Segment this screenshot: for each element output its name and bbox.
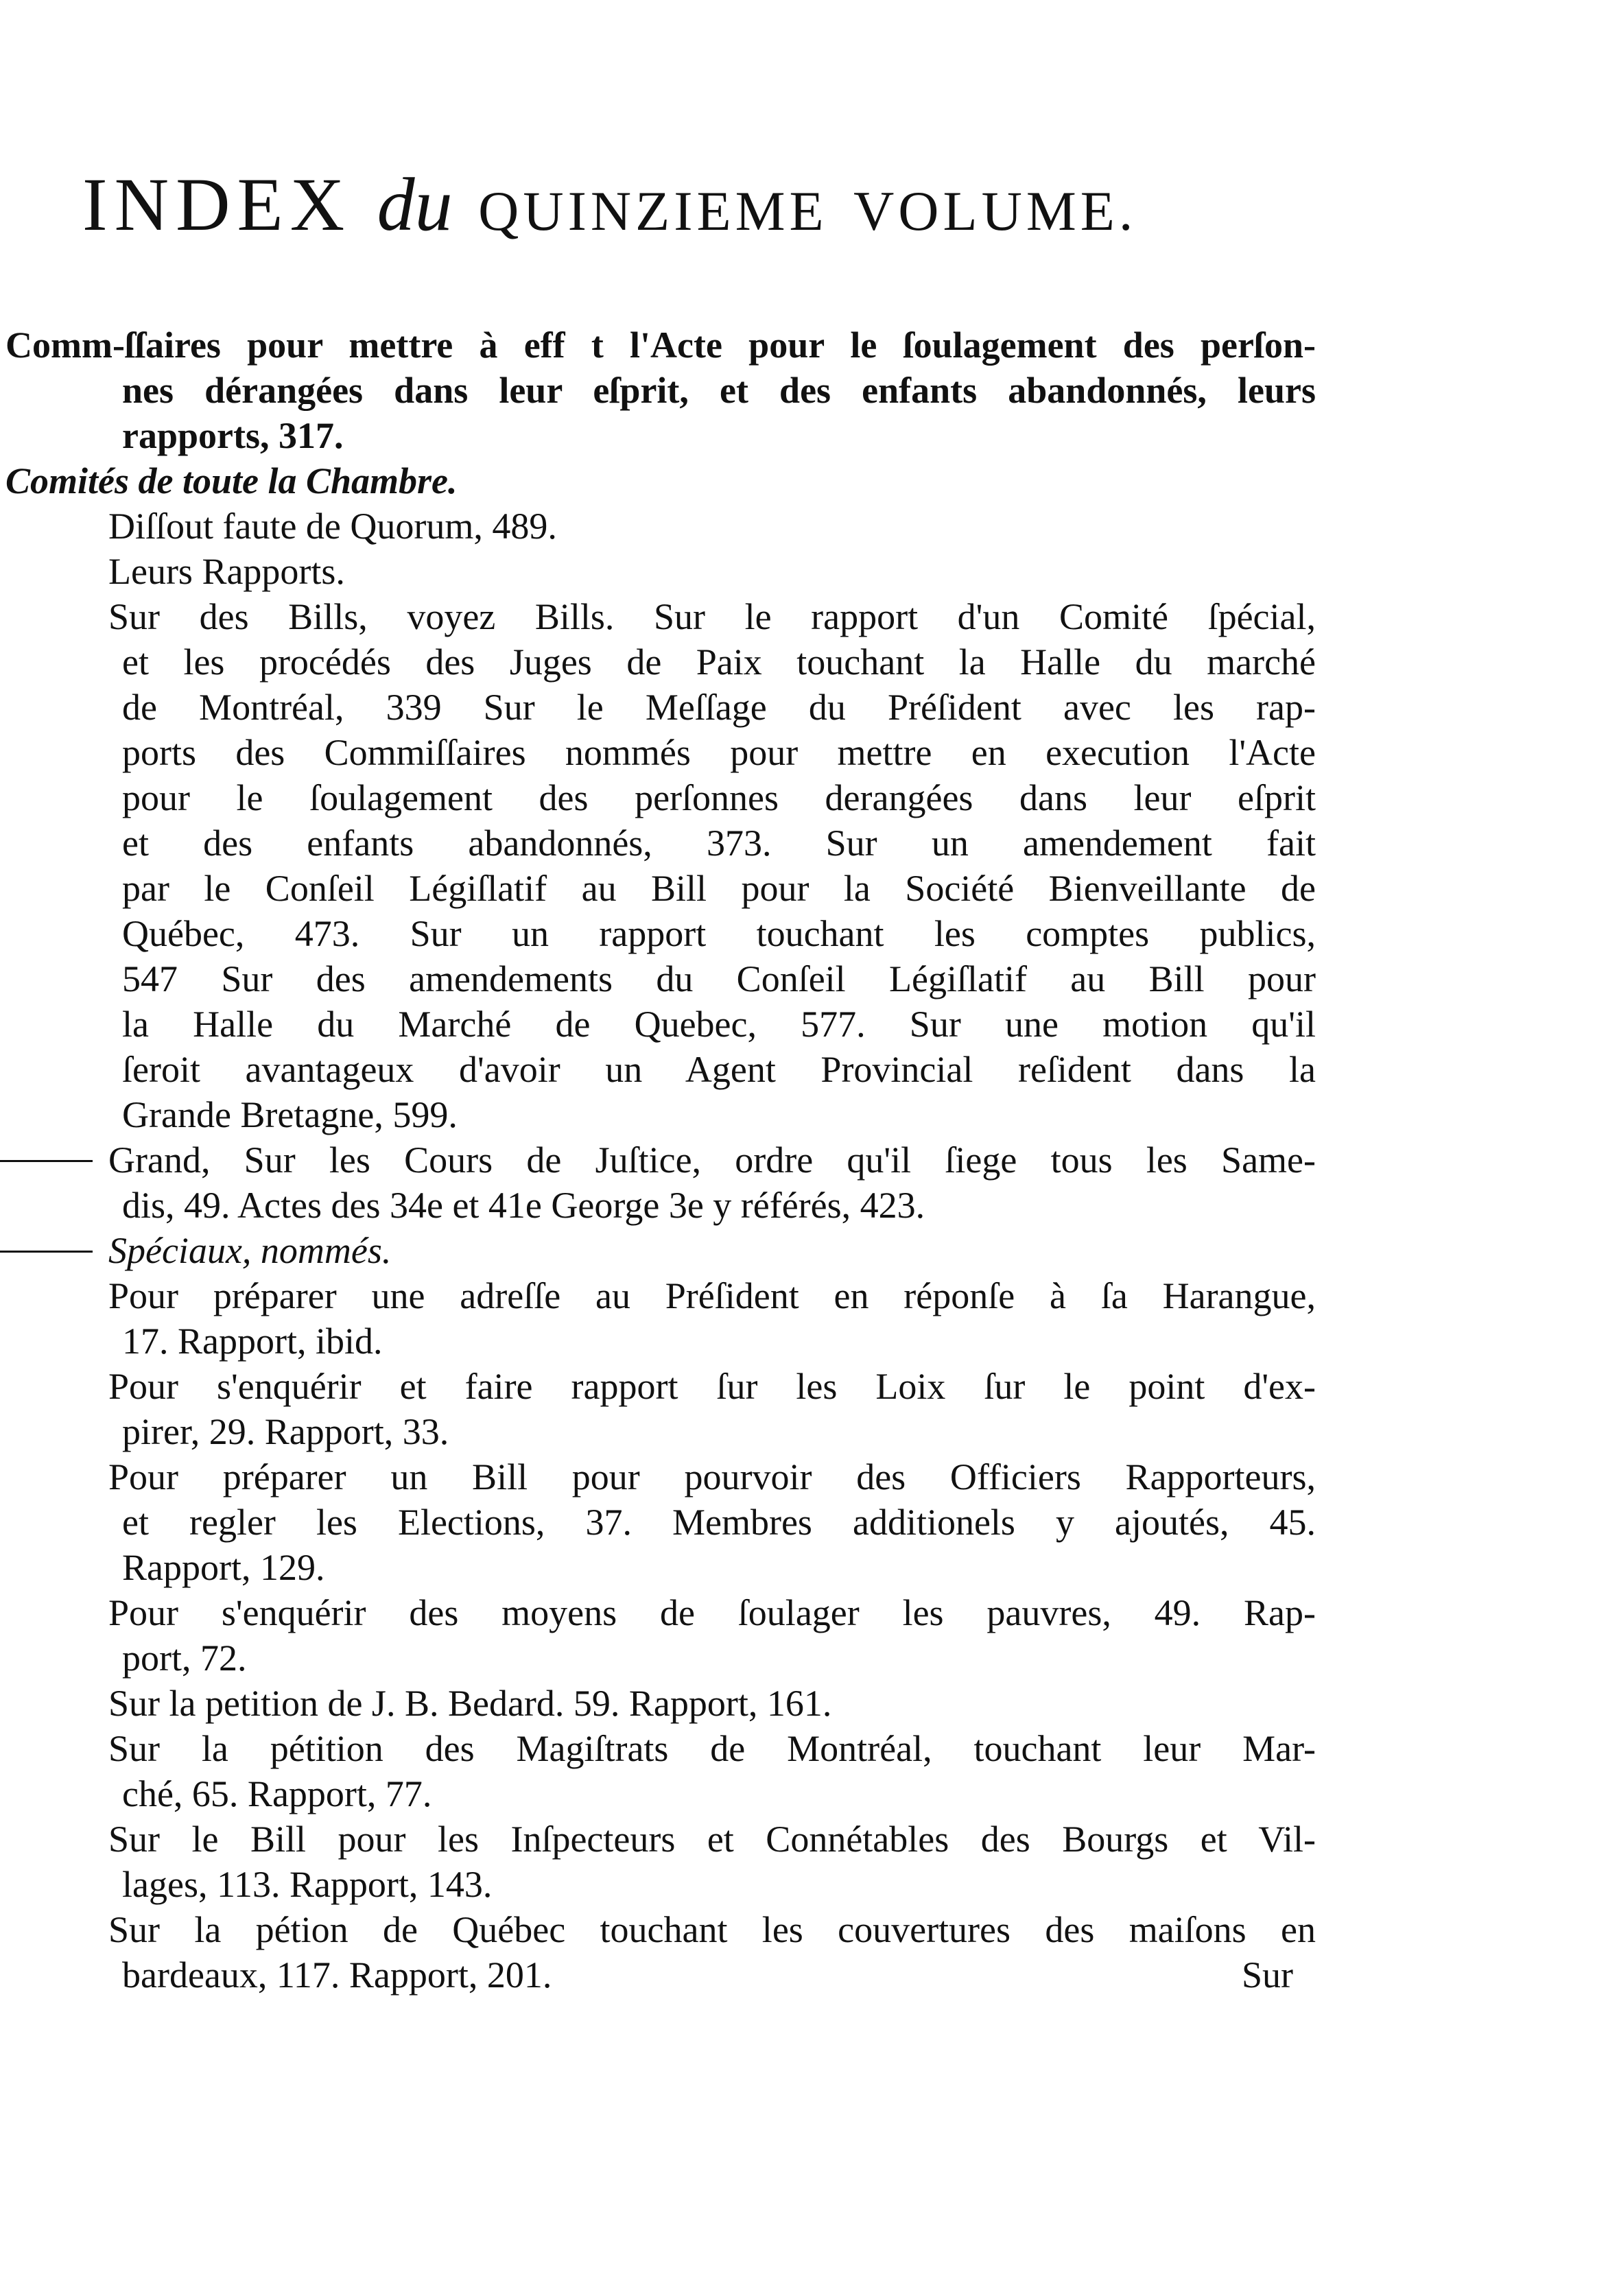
index-line: et regler les Elections, 37. Membres additionels y ajoutés, 45. [122,1502,1316,1543]
index-line: ports des Commiſſaires nommés pour mettre en execution l'Acte [122,732,1316,773]
title-du: du [377,163,453,246]
index-line: rapports, 317. [122,415,344,456]
title-index: INDEX [82,163,352,246]
em-dash-rule [0,1160,93,1162]
index-line: ſeroit avantageux d'avoir un Agent Provincial reſident dans la [122,1049,1316,1090]
page-title [82,161,1454,248]
index-line: Grande Bretagne, 599. [122,1094,458,1135]
index-line: pirer, 29. Rapport, 33. [122,1411,449,1452]
catchword: Sur [1242,1954,1294,1996]
index-line: de Montréal, 339 Sur le Meſſage du Préſident avec les rap- [122,687,1316,728]
index-line: Pour s'enquérir des moyens de ſoulager les pauvres, 49. Rap- [108,1592,1316,1633]
title-quinzieme: QUINZIEME [478,180,828,242]
index-line: 17. Rapport, ibid. [122,1321,383,1362]
index-line: Rapport, 129. [122,1547,325,1588]
index-line: Sur le Bill pour les Inſpecteurs et Connétables des Bourgs et Vil- [108,1819,1316,1860]
index-line: Québec, 473. Sur un rapport touchant les comptes publics, [122,913,1316,954]
index-line: dis, 49. Actes des 34e et 41e George 3e y référés, 423. [122,1185,925,1226]
index-line: Sur la pétition des Magiſtrats de Montréal, touchant leur Mar- [108,1728,1316,1769]
index-line: Sur des Bills, voyez Bills. Sur le rapport d'un Comité ſpécial, [108,596,1316,637]
index-line: et des enfants abandonnés, 373. Sur un amendement fait [122,822,1316,864]
index-line: nes dérangées dans leur eſprit, et des enfants abandonnés, leurs [122,370,1316,411]
index-line: Grand, Sur les Cours de Juſtice, ordre qu'il ſiege tous les Same- [108,1139,1316,1181]
index-line: par le Conſeil Légiſlatif au Bill pour la Société Bienveillante de [122,868,1316,909]
index-line: Sur la petition de J. B. Bedard. 59. Rapport, 161. [108,1683,832,1724]
title-volume: VOLUME. [853,180,1137,242]
index-line: Comm-ſſaires pour mettre à eff t l'Acte pour le ſoulagement des perſon- [5,324,1316,366]
index-line: pour le ſoulagement des perſonnes derangées dans leur eſprit [122,777,1316,818]
index-line: la Halle du Marché de Quebec, 577. Sur une motion qu'il [122,1004,1316,1045]
index-subheading: Spéciaux, nommés. [108,1230,392,1271]
index-line: lages, 113. Rapport, 143. [122,1864,493,1905]
index-heading: Comités de toute la Chambre. [5,460,458,501]
index-line: Pour s'enquérir et faire rapport ſur les Loix ſur le point d'ex- [108,1366,1316,1407]
index-line: 547 Sur des amendements du Conſeil Légiſlatif au Bill pour [122,958,1316,999]
index-line: Pour préparer une adreſſe au Préſident en réponſe à ſa Harangue, [108,1275,1316,1316]
index-line: Diſſout faute de Quorum, 489. [108,506,557,547]
index-line: ché, 65. Rapport, 77. [122,1773,432,1814]
em-dash-rule [0,1251,93,1253]
index-line: Pour préparer un Bill pour pourvoir des Officiers Rapporteurs, [108,1456,1316,1498]
index-line: et les procédés des Juges de Paix touchant la Halle du marché [122,641,1316,683]
index-line: bardeaux, 117. Rapport, 201. [122,1954,552,1996]
index-subheading: Leurs Rapports. [108,551,345,592]
index-line: port, 72. [122,1637,247,1679]
index-line: Sur la pétion de Québec touchant les couvertures des maiſons en [108,1909,1316,1950]
